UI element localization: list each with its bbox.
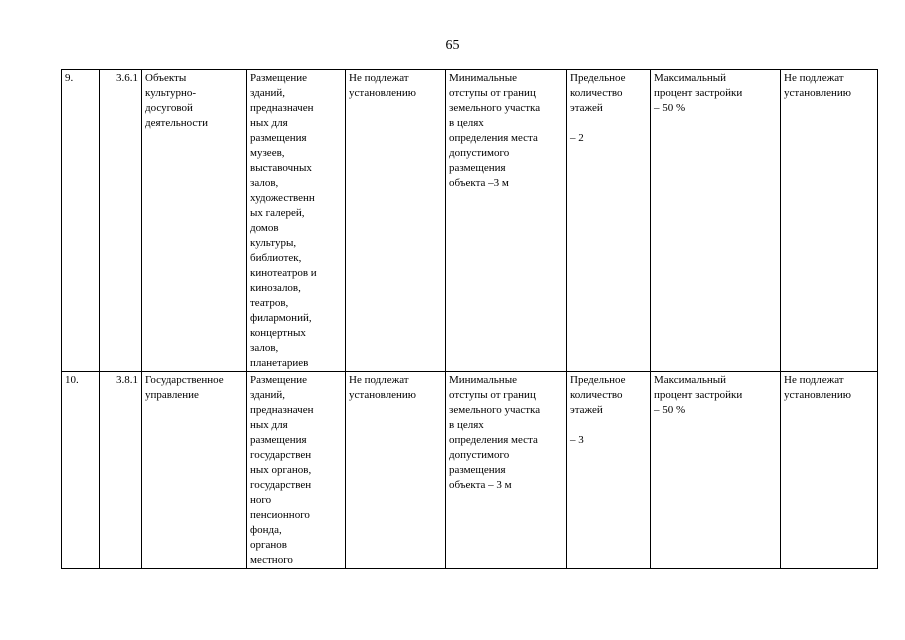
- setbacks-line: отступы от границ: [449, 87, 536, 99]
- use-description-line: концертных: [250, 327, 306, 339]
- use-name-line: Государственное: [145, 374, 224, 386]
- setbacks-line: определения места: [449, 132, 538, 144]
- setbacks-line: размещения: [449, 162, 506, 174]
- coverage-limit-line: Максимальный: [654, 374, 727, 386]
- setbacks-line: объекта –3 м: [449, 177, 509, 189]
- use-name-cell: [142, 372, 247, 569]
- setbacks-line: размещения: [449, 464, 506, 476]
- use-description-line: государствен: [250, 479, 312, 491]
- use-description-line: планетариев: [250, 357, 309, 369]
- floors-value: – 3: [570, 434, 584, 446]
- use-code-cell: 3.6.1: [100, 70, 142, 372]
- use-description-line: ного: [250, 494, 272, 506]
- setbacks-line: земельного участка: [449, 404, 541, 416]
- use-description-line: органов: [250, 539, 287, 551]
- setbacks-line: допустимого: [449, 449, 510, 461]
- setbacks-line: объекта – 3 м: [449, 479, 512, 491]
- plot-area-limit-line: установлению: [349, 87, 417, 99]
- page-number: 65: [445, 38, 460, 53]
- table-row: [62, 70, 878, 372]
- setbacks-line: земельного участка: [449, 102, 541, 114]
- use-description-line: ых галерей,: [250, 207, 305, 219]
- use-description-line: Размещение: [250, 72, 308, 84]
- plot-area-limit-line: Не подлежат: [349, 72, 409, 84]
- coverage-limit-cell: [651, 70, 781, 372]
- setbacks-cell: [446, 372, 567, 569]
- use-description-line: предназначен: [250, 102, 314, 114]
- floors-gap: [570, 418, 647, 433]
- use-description-line: выставочных: [250, 162, 312, 174]
- other-params-cell: [781, 372, 878, 569]
- coverage-limit-line: – 50 %: [654, 102, 686, 114]
- setbacks-line: в целях: [449, 419, 484, 431]
- use-description-line: домов: [250, 222, 279, 234]
- use-name-cell: [142, 70, 247, 372]
- use-name-line: управление: [145, 389, 199, 401]
- use-description-line: залов,: [250, 177, 279, 189]
- other-params-line: установлению: [784, 87, 852, 99]
- use-code-cell: 3.8.1: [100, 372, 142, 569]
- use-description-line: культуры,: [250, 237, 297, 249]
- use-description-line: фонда,: [250, 524, 282, 536]
- coverage-limit-line: Максимальный: [654, 72, 727, 84]
- use-description-line: ных для: [250, 117, 288, 129]
- floors-value: – 2: [570, 132, 584, 144]
- use-description-line: пенсионного: [250, 509, 310, 521]
- other-params-cell: [781, 70, 878, 372]
- floors-limit-line: этажей: [570, 404, 603, 416]
- coverage-limit-line: процент застройки: [654, 389, 743, 401]
- setbacks-line: определения места: [449, 434, 538, 446]
- use-description-line: государствен: [250, 449, 312, 461]
- setbacks-line: отступы от границ: [449, 389, 536, 401]
- use-description-line: ных для: [250, 419, 288, 431]
- setbacks-line: в целях: [449, 117, 484, 129]
- other-params-line: Не подлежат: [784, 72, 844, 84]
- other-params-line: установлению: [784, 389, 852, 401]
- use-description-line: филармоний,: [250, 312, 312, 324]
- use-description-line: библиотек,: [250, 252, 302, 264]
- setbacks-line: Минимальные: [449, 374, 517, 386]
- use-description-line: Размещение: [250, 374, 308, 386]
- use-name-line: досуговой: [145, 102, 193, 114]
- floors-limit-cell: [567, 372, 651, 569]
- other-params-line: Не подлежат: [784, 374, 844, 386]
- floors-limit-line: количество: [570, 87, 623, 99]
- coverage-limit-line: процент застройки: [654, 87, 743, 99]
- plot-area-limit-line: установлению: [349, 389, 417, 401]
- floors-limit-line: количество: [570, 389, 623, 401]
- use-description-cell: [247, 372, 346, 569]
- floors-limit-line: Предельное: [570, 374, 626, 386]
- use-description-line: кинозалов,: [250, 282, 301, 294]
- use-description-line: предназначен: [250, 404, 314, 416]
- floors-limit-cell: [567, 70, 651, 372]
- use-description-line: местного: [250, 554, 293, 566]
- row-number-cell: 9.: [62, 70, 100, 372]
- plot-area-limit-cell: [346, 70, 446, 372]
- setbacks-cell: [446, 70, 567, 372]
- setbacks-line: допустимого: [449, 147, 510, 159]
- floors-limit-line: Предельное: [570, 72, 626, 84]
- use-description-line: художественн: [250, 192, 315, 204]
- row-number-cell: 10.: [62, 372, 100, 569]
- coverage-limit-cell: [651, 372, 781, 569]
- table-row: [62, 372, 878, 569]
- plot-area-limit-cell: [346, 372, 446, 569]
- use-description-line: музеев,: [250, 147, 285, 159]
- plot-area-limit-line: Не подлежат: [349, 374, 409, 386]
- use-description-line: зданий,: [250, 87, 286, 99]
- use-description-line: театров,: [250, 297, 289, 309]
- use-name-line: культурно-: [145, 87, 197, 99]
- coverage-limit-line: – 50 %: [654, 404, 686, 416]
- use-description-line: зданий,: [250, 389, 286, 401]
- use-description-line: ных органов,: [250, 464, 312, 476]
- floors-gap: [570, 116, 647, 131]
- use-name-line: деятельности: [145, 117, 208, 129]
- zoning-regulations-table: [61, 69, 878, 569]
- use-description-line: размещения: [250, 434, 307, 446]
- use-name-line: Объекты: [145, 72, 187, 84]
- floors-limit-line: этажей: [570, 102, 603, 114]
- use-description-line: кинотеатров и: [250, 267, 317, 279]
- use-description-line: залов,: [250, 342, 279, 354]
- use-description-line: размещения: [250, 132, 307, 144]
- setbacks-line: Минимальные: [449, 72, 517, 84]
- use-description-cell: [247, 70, 346, 372]
